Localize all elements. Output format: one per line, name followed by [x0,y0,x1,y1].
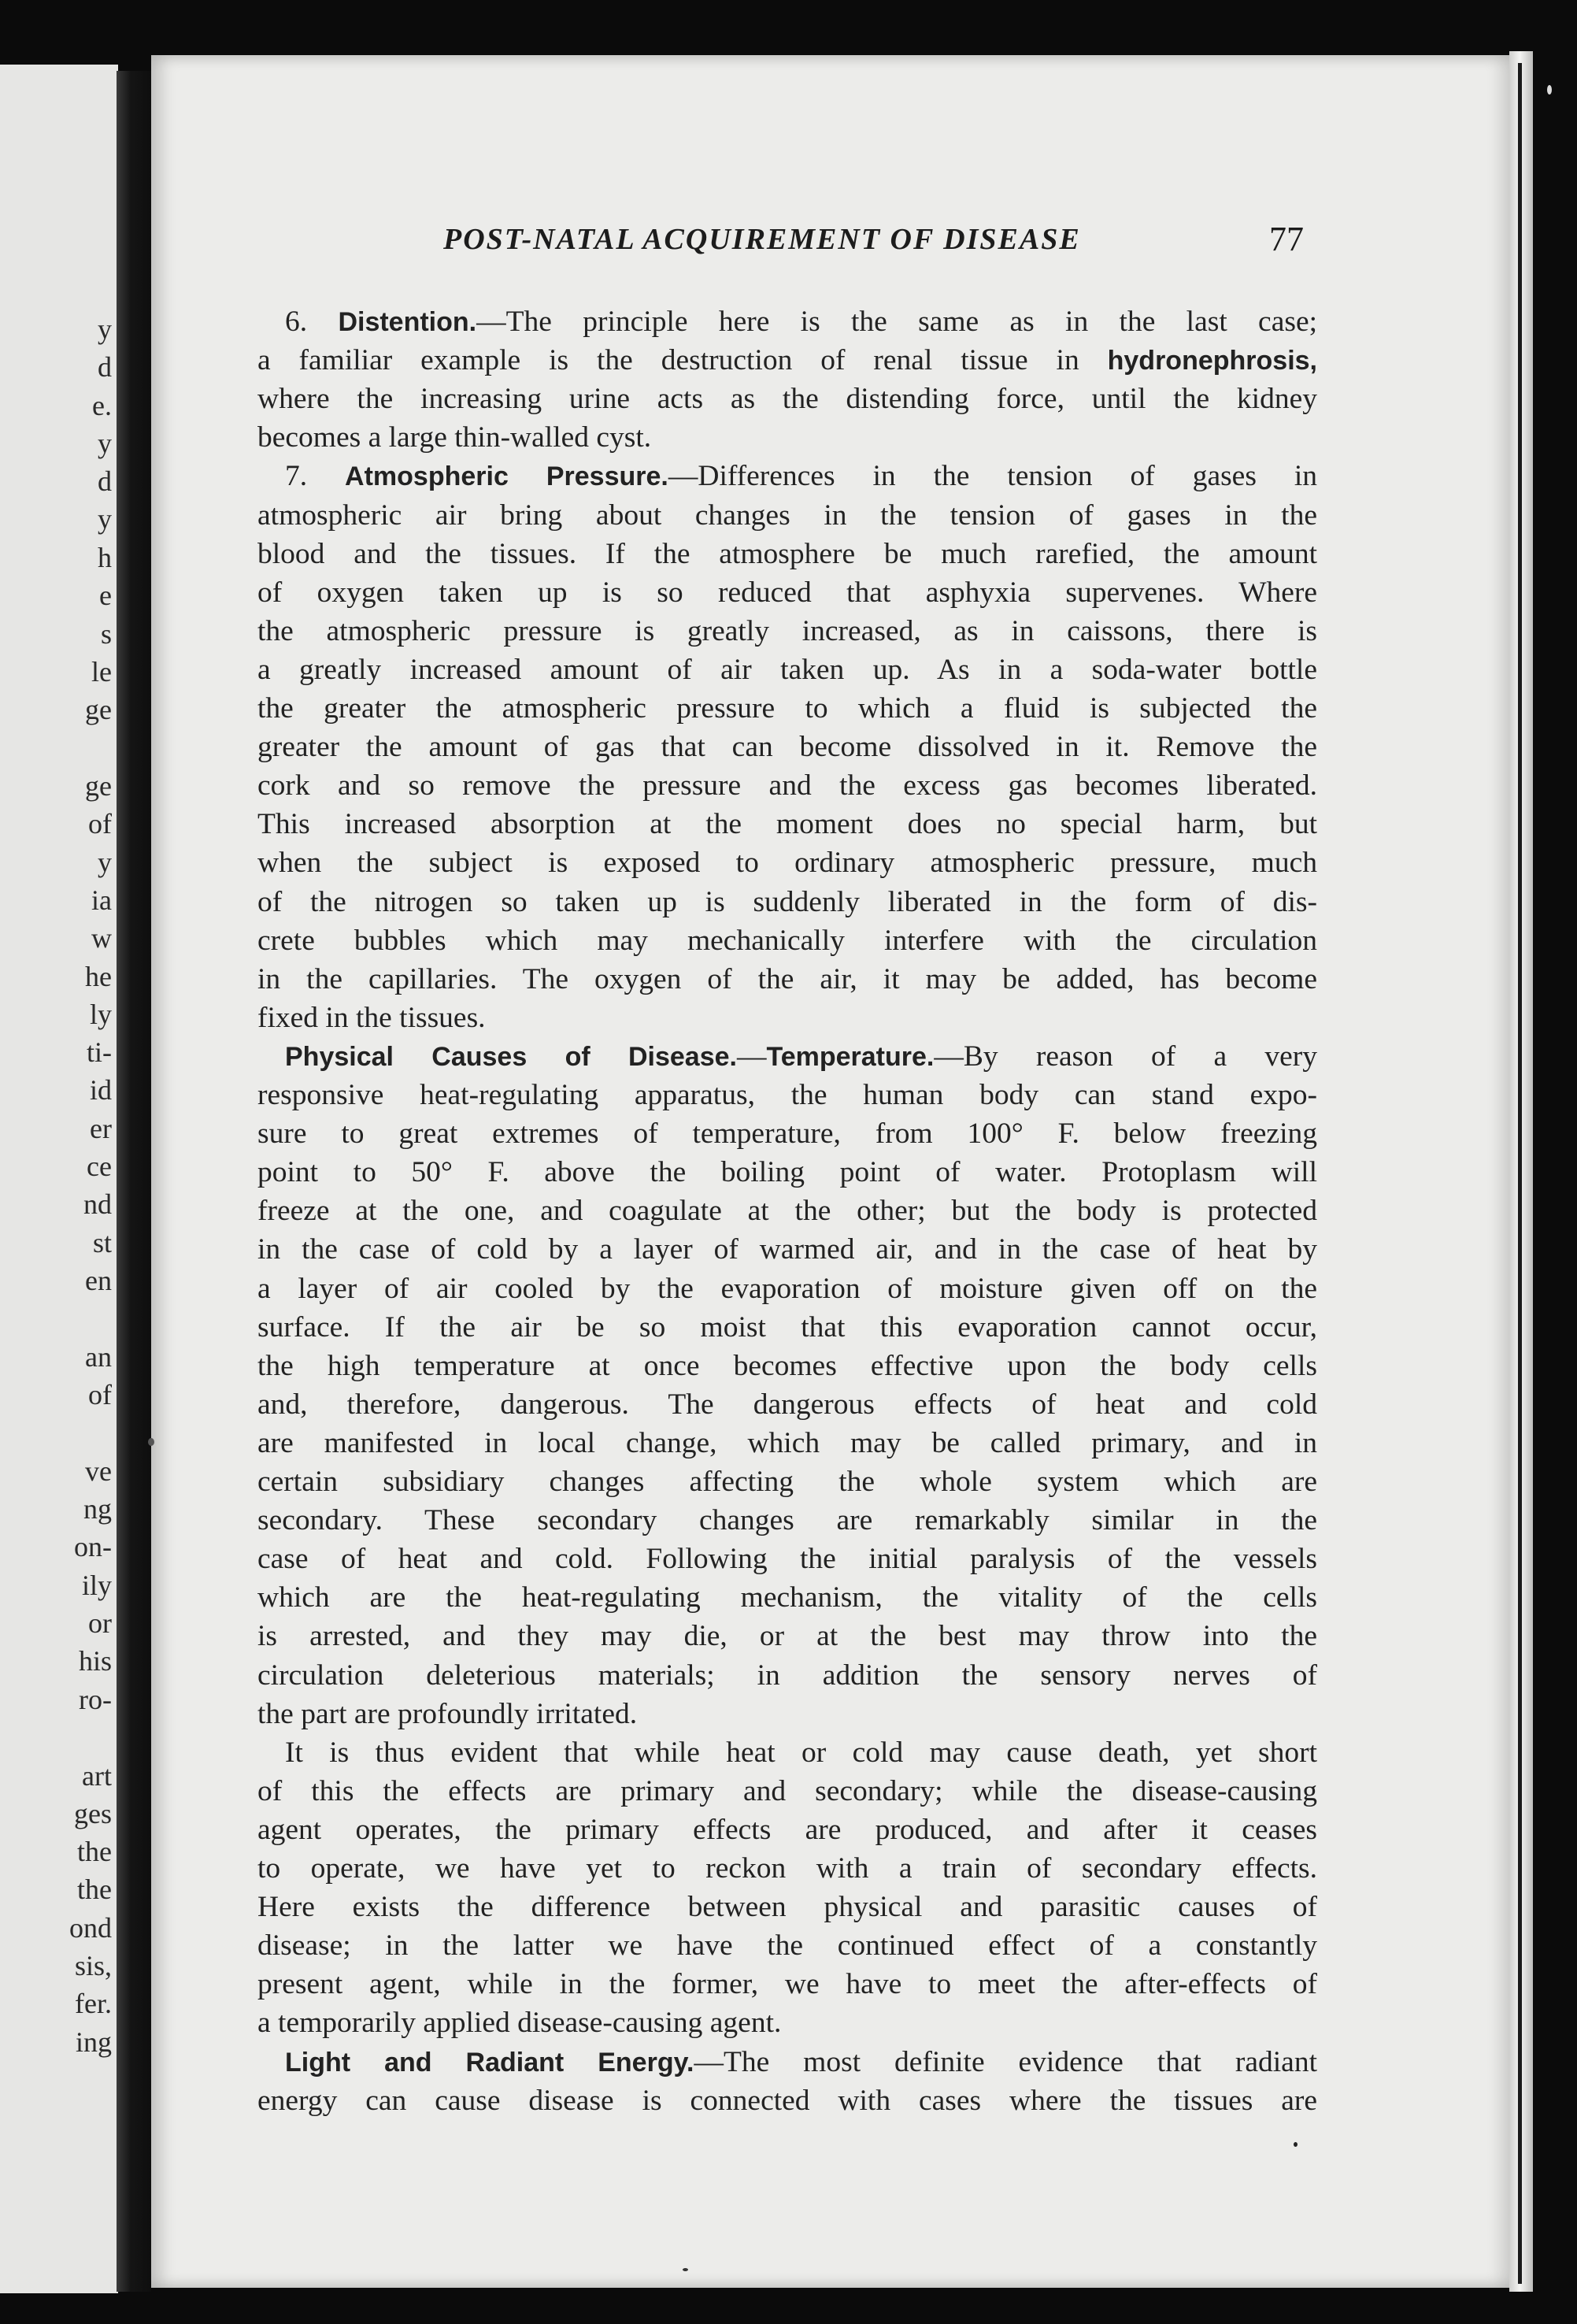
text-run: — [736,1040,767,1073]
left-page-text-fragment: ge [85,694,112,725]
text-run: —Differences in the tension of gases in [668,460,1318,493]
text-run: of oxygen taken up is so reduced that asphyxia supervenes. Where [257,576,1317,609]
book-gutter [117,71,151,2292]
text-line [257,1192,1317,1230]
text-line [257,1463,1317,1501]
left-page-text-fragment: ond [69,1912,112,1944]
left-page-text-fragment: ti- [87,1036,112,1068]
text-run: are manifested in local change, which may be called primary, and in [257,1426,1317,1459]
left-page-text-fragment: le [91,656,112,688]
text-run: —The principle here is the same as in the last case; [476,306,1318,338]
text-line [257,1888,1317,1926]
text-run: a layer of air cooled by the evaporation of moisture given off on the [257,1272,1317,1305]
left-page-text-fragment: y [98,503,112,535]
left-page-text-fragment: en [85,1265,112,1296]
text-line [257,342,1317,380]
text-run: in the capillaries. The oxygen of the air, it may be added, has become [257,962,1317,995]
text-run: case of heat and cold. Following the initial paralysis of the vessels [257,1543,1317,1576]
text-run: point to 50° F. above the boiling point of water. Protoplasm will [257,1156,1317,1189]
left-page-text-fragment: an [85,1341,112,1373]
text-line [257,1154,1317,1192]
text-run: where the increasing urine acts as the distending force, until the kidney [257,383,1317,416]
text-line [257,1927,1317,1965]
left-page-text-fragment: or [88,1607,112,1639]
left-page-text-fragment: ng [83,1493,112,1525]
text-run: energy can cause disease is connected with cases where the tissues are [257,2084,1317,2117]
text-run: in the case of cold by a layer of warmed air, and in the case of heat by [257,1233,1317,1266]
text-run: 6. [285,306,339,338]
left-page-text-fragment: d [98,351,112,383]
page-number: 77 [1269,220,1304,258]
text-run: blood and the tissues. If the atmosphere be much rarefied, the amount [257,537,1317,570]
left-page-text-fragment: art [82,1760,112,1792]
left-page-text-fragment: e. [92,390,112,421]
text-line [257,922,1317,960]
bold-heading: Distention. [338,307,477,337]
text-line [257,961,1317,999]
text-line [257,728,1317,766]
left-page-text-fragment: the [77,1874,112,1905]
text-run: freeze at the one, and coagulate at the other; but the body is protected [257,1195,1317,1228]
scan-speck [683,2268,688,2271]
text-line [257,1966,1317,2003]
text-run: cork and so remove the pressure and the excess gas becomes liberated. [257,769,1317,802]
bold-heading: Atmospheric Pressure. [345,461,668,492]
text-run: of this the effects are primary and secondary; while the disease-causing [257,1774,1317,1807]
scan-speck [148,1438,154,1446]
text-line [257,806,1317,843]
text-line [257,1077,1317,1114]
left-page-text-fragment: the [77,1836,112,1867]
left-page-text-fragment: his [78,1645,112,1677]
text-run: certain subsidiary changes affecting the whole system which are [257,1466,1317,1498]
left-page-text-fragment: ro- [79,1684,112,1715]
left-page-text-fragment: h [98,542,112,573]
left-page-text-fragment: ce [87,1151,112,1182]
text-run: agent operates, the primary effects are produced, and after it ceases [257,1813,1317,1846]
text-line [257,1657,1317,1695]
text-line [257,613,1317,650]
bold-heading: hydronephrosis, [1107,346,1317,376]
left-page-text-fragment: y [98,428,112,459]
text-run: responsive heat-regulating apparatus, the human body can stand expo- [257,1079,1317,1111]
text-line [285,1734,1317,1772]
left-page-text-fragment: st [92,1227,112,1258]
text-line [257,1425,1317,1462]
left-page-text-fragment: er [90,1113,112,1144]
text-line [257,844,1317,882]
scan-speck [1294,2142,1298,2147]
left-page-text-fragment: id [89,1074,112,1106]
text-run: of the nitrogen so taken up is suddenly liberated in the form of dis- [257,885,1317,918]
text-run: a temporarily applied disease-causing agent. [257,2007,782,2040]
text-run: 7. [285,460,346,493]
left-page-text-fragment: ge [85,770,112,802]
text-line [257,1696,1317,1733]
left-page-text-fragment: ia [91,884,112,916]
text-line [257,999,1317,1037]
text-line [257,1115,1317,1153]
text-line [257,1618,1317,1655]
left-page-text-fragment: s [100,618,112,650]
running-head: POST-NATAL ACQUIREMENT OF DISEASE [443,223,1081,256]
bold-heading: Temperature. [766,1041,935,1072]
text-line [257,1850,1317,1888]
text-line [257,1773,1317,1811]
text-line [285,2044,1317,2081]
text-line [257,419,1317,457]
left-page-text-fragment: w [91,922,112,954]
bold-heading: Light and Radiant Energy. [285,2047,694,2078]
left-page-text-fragment: y [98,313,112,345]
text-run: to operate, we have yet to reckon with a train of secondary effects. [257,1852,1317,1885]
text-run: which are the heat-regulating mechanism, the vitality of the cells [257,1581,1317,1614]
text-run: This increased absorption at the moment does no special harm, but [257,808,1317,841]
left-page-text-fragment: he [85,961,112,992]
text-line [285,1038,1317,1076]
text-run: the greater the atmospheric pressure to which a fluid is subjected the [257,692,1317,725]
left-page-text-fragment: fer. [75,1988,112,2019]
text-run: becomes a large thin-walled cyst. [257,421,652,454]
text-run: a greatly increased amount of air taken up. As in a soda-water bottle [257,653,1317,686]
scan-speck [1547,85,1552,95]
text-line [285,458,1317,495]
left-page-text-fragment: ve [85,1455,112,1487]
text-run: circulation deleterious materials; in addition the sensory nerves of [257,1659,1317,1692]
text-line [257,1386,1317,1424]
text-run: It is thus evident that while heat or cold may cause death, yet short [285,1736,1317,1769]
text-line [257,767,1317,805]
text-run: the part are profoundly irritated. [257,1697,638,1730]
text-line [257,380,1317,418]
left-page-text-fragment: d [98,465,112,497]
text-run: atmospheric air bring about changes in the tension of gases in the [257,499,1317,532]
text-line [257,690,1317,728]
left-page-text-fragment: of [88,1379,112,1410]
bold-heading: Physical Causes of Disease. [285,1041,737,1072]
text-line [257,536,1317,573]
left-page-text-fragment: e [99,580,112,611]
text-run: is arrested, and they may die, or at the best may throw into the [257,1620,1317,1653]
text-line [257,1502,1317,1540]
text-line [257,884,1317,921]
text-line [257,2082,1317,2120]
text-run: —The most definite evidence that radiant [694,2045,1317,2078]
text-run: —By reason of a very [934,1040,1317,1073]
text-run: the atmospheric pressure is greatly increased, as in caissons, there is [257,614,1317,647]
left-page-text-fragment: nd [83,1188,112,1220]
text-line [257,1347,1317,1385]
text-run: Here exists the difference between physical and parasitic causes of [257,1891,1317,1924]
left-page-text-fragment: ges [74,1798,112,1829]
text-line [257,651,1317,689]
text-run: present agent, while in the former, we have to meet the after-effects of [257,1968,1317,2001]
page-edge-shadow [1518,63,1522,2284]
text-run: crete bubbles which may mechanically interfere with the circulation [257,924,1317,957]
text-run: and, therefore, dangerous. The dangerous effects of heat and cold [257,1388,1317,1421]
text-line [257,1309,1317,1347]
left-page-text-fragment: ing [75,2026,112,2058]
left-facing-page [0,65,118,2293]
text-line [257,1540,1317,1578]
text-run: sure to great extremes of temperature, from 100° F. below freezing [257,1118,1317,1151]
text-line [257,497,1317,535]
left-page-text-fragment: y [98,847,112,878]
text-line [257,574,1317,612]
text-line [285,303,1317,341]
left-page-text-fragment: on- [74,1531,112,1562]
left-page-text-fragment: sis, [74,1950,112,1981]
text-run: secondary. These secondary changes are remarkably similar in the [257,1504,1317,1537]
left-page-text-fragment: ly [89,999,112,1030]
text-line [257,1270,1317,1308]
text-run: disease; in the latter we have the continued effect of a constantly [257,1929,1317,1963]
text-line [257,2004,1317,2042]
text-line [257,1811,1317,1849]
text-run: when the subject is exposed to ordinary atmospheric pressure, much [257,847,1317,880]
text-run: the high temperature at once becomes effective upon the body cells [257,1349,1317,1382]
left-page-text-fragment: ily [81,1570,112,1601]
left-page-text-fragment: of [88,808,112,840]
text-run: greater the amount of gas that can become dissolved in it. Remove the [257,731,1317,764]
text-run: fixed in the tissues. [257,1001,486,1034]
text-run: surface. If the air be so moist that this evaporation cannot occur, [257,1310,1317,1344]
text-run: a familiar example is the destruction of renal tissue in [257,344,1108,377]
text-line [257,1231,1317,1269]
text-line [257,1579,1317,1617]
